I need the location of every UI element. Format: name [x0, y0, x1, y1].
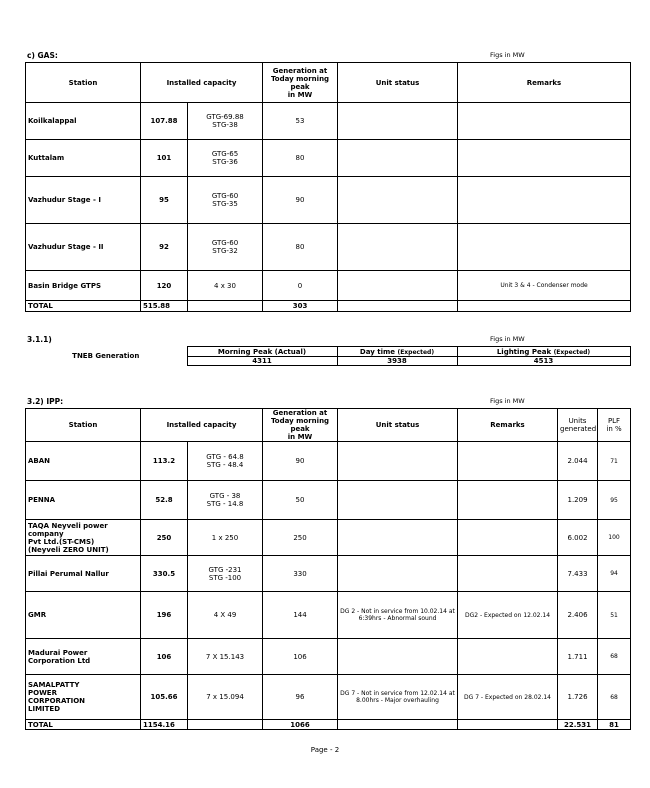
table-row	[26, 271, 631, 301]
ipp-header-remarks: Remarks	[458, 409, 558, 442]
installed-capacity: 101	[141, 140, 188, 177]
units-generated: 1.209	[558, 481, 598, 520]
installed-capacity: 113.2	[141, 442, 188, 481]
unit-status	[338, 140, 458, 177]
generation-value: 53	[263, 103, 338, 140]
ipp-total-row	[26, 720, 631, 730]
unit-status	[338, 177, 458, 224]
plf-value: 71	[598, 442, 631, 481]
tneb-morning-value: 4311	[187, 357, 337, 366]
generation-value: 144	[263, 592, 338, 639]
station-name: Koilkalappal	[26, 103, 141, 140]
generation-value: 106	[263, 639, 338, 675]
ipp-header-generation: Generation at Today morning peak in MW	[263, 409, 338, 442]
unit-breakdown: 4 x 30	[188, 271, 263, 301]
tneb-section	[25, 334, 630, 366]
units-generated: 1.711	[558, 639, 598, 675]
remarks: DG2 - Expected on 12.02.14	[458, 592, 558, 639]
unit-status: DG 7 - Not in service from 12.02.14 at 8.00hrs - Major overhauling	[338, 675, 458, 720]
table-row	[26, 675, 631, 720]
total-capacity: 515.88	[141, 301, 188, 312]
table-row	[26, 103, 631, 140]
units-generated: 1.726	[558, 675, 598, 720]
tneb-header-day: Day time (Expected)	[337, 347, 457, 357]
installed-capacity: 95	[141, 177, 188, 224]
unit-breakdown: GTG - 38 STG - 14.8	[188, 481, 263, 520]
plf-value: 51	[598, 592, 631, 639]
page-number: Page - 2	[310, 746, 340, 754]
unit-breakdown: GTG-65 STG-36	[188, 140, 263, 177]
table-row	[26, 224, 631, 271]
gas-section-header	[25, 50, 630, 62]
remarks	[458, 481, 558, 520]
installed-capacity: 106	[141, 639, 188, 675]
gas-section	[25, 50, 630, 312]
unit-status	[338, 103, 458, 140]
table-row	[26, 639, 631, 675]
generation-value: 90	[263, 177, 338, 224]
total-label: TOTAL	[26, 720, 141, 730]
ipp-table	[25, 408, 631, 730]
station-name: TAQA Neyveli power company Pvt Ltd.(ST-CMS) (Neyveli ZERO UNIT)	[26, 520, 141, 556]
unit-breakdown: GTG-60 STG-32	[188, 224, 263, 271]
table-row	[26, 442, 631, 481]
unit-breakdown: GTG-60 STG-35	[188, 177, 263, 224]
station-name: Vazhudur Stage - I	[26, 177, 141, 224]
unit-status: DG 2 - Not in service from 10.02.14 at 6:39hrs - Abnormal sound	[338, 592, 458, 639]
table-row	[26, 481, 631, 520]
generation-value: 96	[263, 675, 338, 720]
ipp-header-row	[26, 409, 631, 442]
station-name: ABAN	[26, 442, 141, 481]
units-generated: 7.433	[558, 556, 598, 592]
total-generation: 1066	[263, 720, 338, 730]
gas-figs-label: Figs in MW	[490, 51, 525, 59]
remarks	[458, 639, 558, 675]
units-generated: 2.406	[558, 592, 598, 639]
station-name: Basin Bridge GTPS	[26, 271, 141, 301]
installed-capacity: 107.88	[141, 103, 188, 140]
unit-status	[338, 481, 458, 520]
plf-value: 94	[598, 556, 631, 592]
tneb-header-row	[25, 347, 630, 357]
remarks	[458, 442, 558, 481]
unit-status	[338, 442, 458, 481]
gas-header-generation: Generation at Today morning peak in MW	[263, 63, 338, 103]
units-generated: 6.002	[558, 520, 598, 556]
generation-value: 330	[263, 556, 338, 592]
ipp-section-header	[25, 396, 630, 408]
tneb-lighting-value: 4513	[457, 357, 630, 366]
tneb-day-value: 3938	[337, 357, 457, 366]
table-row	[26, 140, 631, 177]
gas-header-row	[26, 63, 631, 103]
installed-capacity: 330.5	[141, 556, 188, 592]
installed-capacity: 105.66	[141, 675, 188, 720]
tneb-label: TNEB Generation	[25, 347, 187, 366]
installed-capacity: 120	[141, 271, 188, 301]
installed-capacity: 52.8	[141, 481, 188, 520]
unit-breakdown: GTG-69.88 STG-38	[188, 103, 263, 140]
ipp-header-status: Unit status	[338, 409, 458, 442]
unit-breakdown: 1 x 250	[188, 520, 263, 556]
unit-status	[338, 224, 458, 271]
generation-value: 90	[263, 442, 338, 481]
unit-status	[338, 520, 458, 556]
remarks	[458, 520, 558, 556]
unit-breakdown: 7 x 15.094	[188, 675, 263, 720]
unit-breakdown: GTG - 64.8 STG - 48.4	[188, 442, 263, 481]
station-name: Madurai Power Corporation Ltd	[26, 639, 141, 675]
tneb-section-title: 3.1.1)	[27, 335, 52, 344]
tneb-figs-label: Figs in MW	[490, 335, 525, 343]
installed-capacity: 250	[141, 520, 188, 556]
unit-breakdown: 4 X 49	[188, 592, 263, 639]
gas-header-status: Unit status	[338, 63, 458, 103]
plf-value: 68	[598, 675, 631, 720]
ipp-figs-label: Figs in MW	[490, 397, 525, 405]
unit-status	[338, 271, 458, 301]
unit-breakdown: 7 X 15.143	[188, 639, 263, 675]
plf-value: 95	[598, 481, 631, 520]
remarks	[458, 177, 631, 224]
generation-value: 50	[263, 481, 338, 520]
ipp-section-title: 3.2) IPP:	[27, 397, 64, 406]
station-name: PENNA	[26, 481, 141, 520]
remarks: DG 7 - Expected on 28.02.14	[458, 675, 558, 720]
units-generated: 2.044	[558, 442, 598, 481]
gas-total-row	[26, 301, 631, 312]
tneb-header-lighting: Lighting Peak (Expected)	[457, 347, 630, 357]
remarks	[458, 556, 558, 592]
ipp-header-units-generated: Units generated	[558, 409, 598, 442]
remarks	[458, 140, 631, 177]
generation-value: 0	[263, 271, 338, 301]
plf-value: 100	[598, 520, 631, 556]
remarks	[458, 224, 631, 271]
unit-status	[338, 639, 458, 675]
installed-capacity: 196	[141, 592, 188, 639]
generation-value: 80	[263, 140, 338, 177]
gas-header-station: Station	[26, 63, 141, 103]
table-row	[26, 177, 631, 224]
generation-value: 250	[263, 520, 338, 556]
total-units-generated: 22.531	[558, 720, 598, 730]
table-row	[26, 592, 631, 639]
remarks	[458, 103, 631, 140]
generation-value: 80	[263, 224, 338, 271]
station-name: Vazhudur Stage - II	[26, 224, 141, 271]
unit-status	[338, 556, 458, 592]
ipp-header-station: Station	[26, 409, 141, 442]
installed-capacity: 92	[141, 224, 188, 271]
ipp-section	[25, 396, 630, 730]
total-capacity: 1154.16	[141, 720, 188, 730]
gas-section-title: c) GAS:	[27, 51, 58, 60]
station-name: Kuttalam	[26, 140, 141, 177]
station-name: Pillai Perumal Nallur	[26, 556, 141, 592]
remarks: Unit 3 & 4 - Condenser mode	[458, 271, 631, 301]
unit-breakdown: GTG -231 STG -100	[188, 556, 263, 592]
ipp-header-plf: PLF in %	[598, 409, 631, 442]
total-plf: 81	[598, 720, 631, 730]
ipp-header-capacity: Installed capacity	[141, 409, 263, 442]
station-name: GMR	[26, 592, 141, 639]
tneb-table	[25, 346, 631, 366]
station-name: SAMALPATTY POWER CORPORATION LIMITED	[26, 675, 141, 720]
tneb-section-header	[25, 334, 630, 346]
table-row	[26, 520, 631, 556]
table-row	[26, 556, 631, 592]
total-generation: 303	[263, 301, 338, 312]
total-label: TOTAL	[26, 301, 141, 312]
gas-header-remarks: Remarks	[458, 63, 631, 103]
tneb-header-morning: Morning Peak (Actual)	[187, 347, 337, 357]
gas-table	[25, 62, 631, 312]
plf-value: 68	[598, 639, 631, 675]
gas-header-capacity: Installed capacity	[141, 63, 263, 103]
